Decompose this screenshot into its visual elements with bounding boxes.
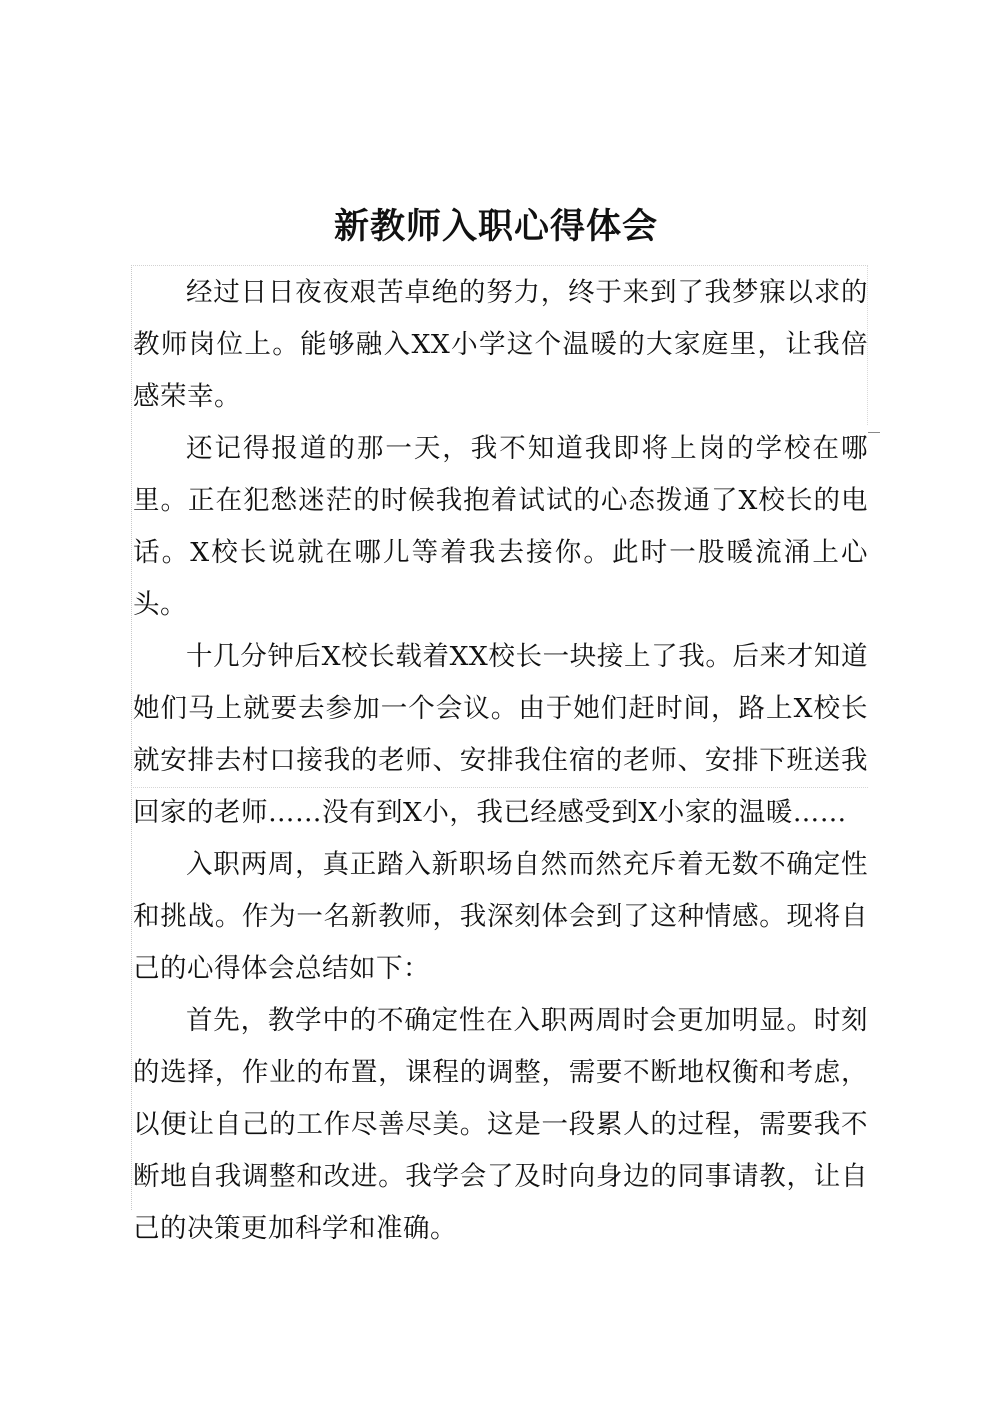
scan-edge-left [131,265,132,1210]
scan-edge-top [131,265,868,266]
paragraph-3: 十几分钟后X校长载着XX校长一块接上了我。后来才知道她们马上就要去参加一个会议。由于她们赶时间，路上X校长就安排去村口接我的老师、安排我住宿的老师、安排下班送我回家的老师……没有到X小，我已经感受到X小家的温暖…… [133,641,868,828]
scan-edge-tick [868,432,880,433]
document-title: 新教师入职心得体会 [333,206,658,248]
paragraph-5: 首先，教学中的不确定性在入职两周时会更加明显。时刻的选择，作业的布置，课程的调整，需要不断地权衡和考虑，以便让自己的工作尽善尽美。这是一段累人的过程，需要我不断地自我调整和改进。我学会了及时向身边的同事请教，让自己的决策更加科学和准确。 [133,1005,868,1244]
paragraph-2: 还记得报道的那一天，我不知道我即将上岗的学校在哪里。正在犯愁迷茫的时候我抱着试试的心态拨通了X校长的电话。X校长说就在哪儿等着我去接你。此时一股暖流涌上心头。 [133,433,868,620]
paragraph-4: 入职两周，真正踏入新职场自然而然充斥着无数不确定性和挑战。作为一名新教师，我深刻体会到了这种情感。现将自己的心得体会总结如下： [133,849,868,984]
paragraph-1: 经过日日夜夜艰苦卓绝的努力，终于来到了我梦寐以求的教师岗位上。能够融入XX小学这个温暖的大家庭里，让我倍感荣幸。 [133,277,868,412]
document-body [133,267,868,1255]
